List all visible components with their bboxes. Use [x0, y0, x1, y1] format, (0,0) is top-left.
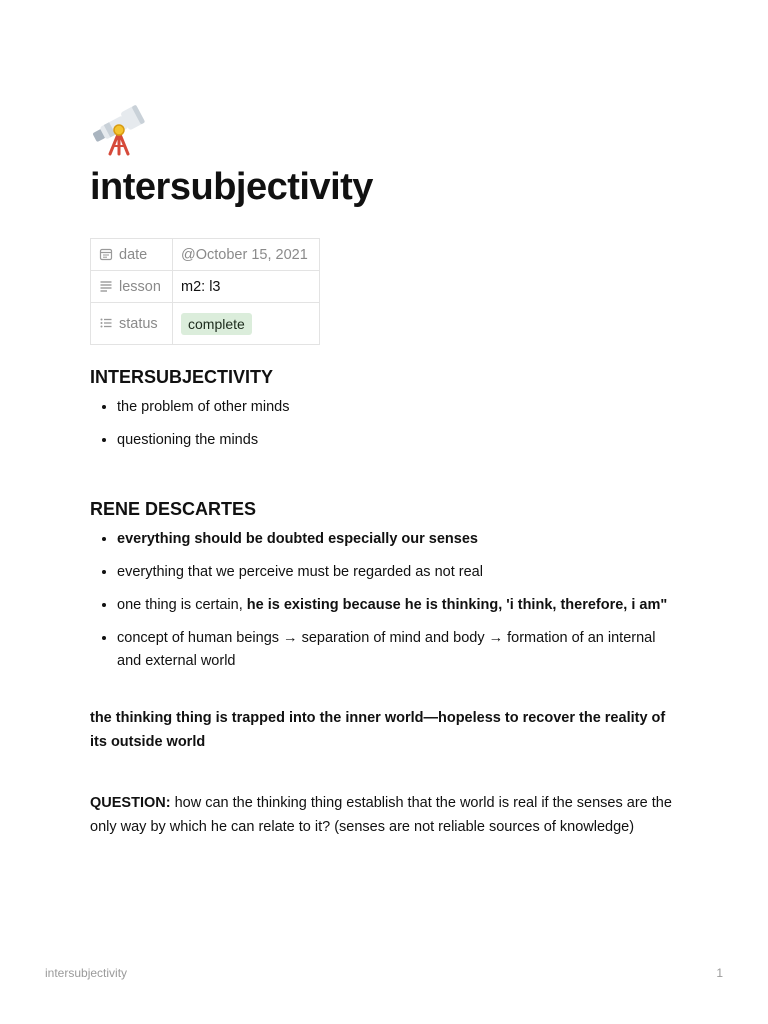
list-item: • everything that we perceive must be regarded as not real	[117, 561, 680, 584]
list-item: • everything should be doubted especially our senses	[117, 528, 680, 551]
property-key: status	[119, 315, 158, 332]
page-content	[90, 98, 680, 839]
status-badge[interactable]: complete	[181, 313, 252, 335]
property-value-date[interactable]: @October 15, 2021	[173, 239, 320, 271]
section-heading: RENE DESCARTES	[90, 499, 257, 519]
page-footer	[45, 966, 723, 980]
list-item: • the problem of other minds	[117, 396, 680, 419]
page-title: intersubjectivity	[90, 166, 373, 208]
section-heading: INTERSUBJECTIVITY	[90, 367, 274, 387]
page-number: 1	[716, 966, 723, 980]
property-row-date[interactable]	[91, 239, 320, 271]
list-icon	[99, 316, 113, 330]
property-value-lesson[interactable]: m2: l3	[173, 271, 320, 303]
question-label: QUESTION:	[90, 795, 171, 811]
list-item: • one thing is certain, he is existing because he is thinking, 'i think, therefore, i am"	[117, 594, 680, 617]
text-lines-icon	[99, 279, 113, 293]
question-paragraph: QUESTION: how can the thinking thing establish that the world is real if the senses are the only way by which he can relate to it? (senses are not reliable sources of knowledge)	[90, 795, 672, 835]
properties-table	[90, 238, 320, 345]
bullet-list	[90, 396, 680, 452]
list-item: • questioning the minds	[117, 429, 680, 452]
property-row-lesson[interactable]	[91, 271, 320, 303]
property-key: date	[119, 246, 148, 263]
calendar-icon	[99, 247, 113, 261]
footer-title: intersubjectivity	[45, 966, 128, 980]
bullet-list	[90, 528, 680, 673]
telescope-icon	[90, 98, 148, 156]
property-key: lesson	[119, 278, 161, 295]
property-row-status[interactable]	[91, 303, 320, 345]
list-item: • concept of human beings → separation of mind and body → formation of an internal and external world	[117, 627, 680, 673]
emphasis-paragraph: the thinking thing is trapped into the inner world—hopeless to recover the reality of its outside world	[90, 710, 666, 750]
